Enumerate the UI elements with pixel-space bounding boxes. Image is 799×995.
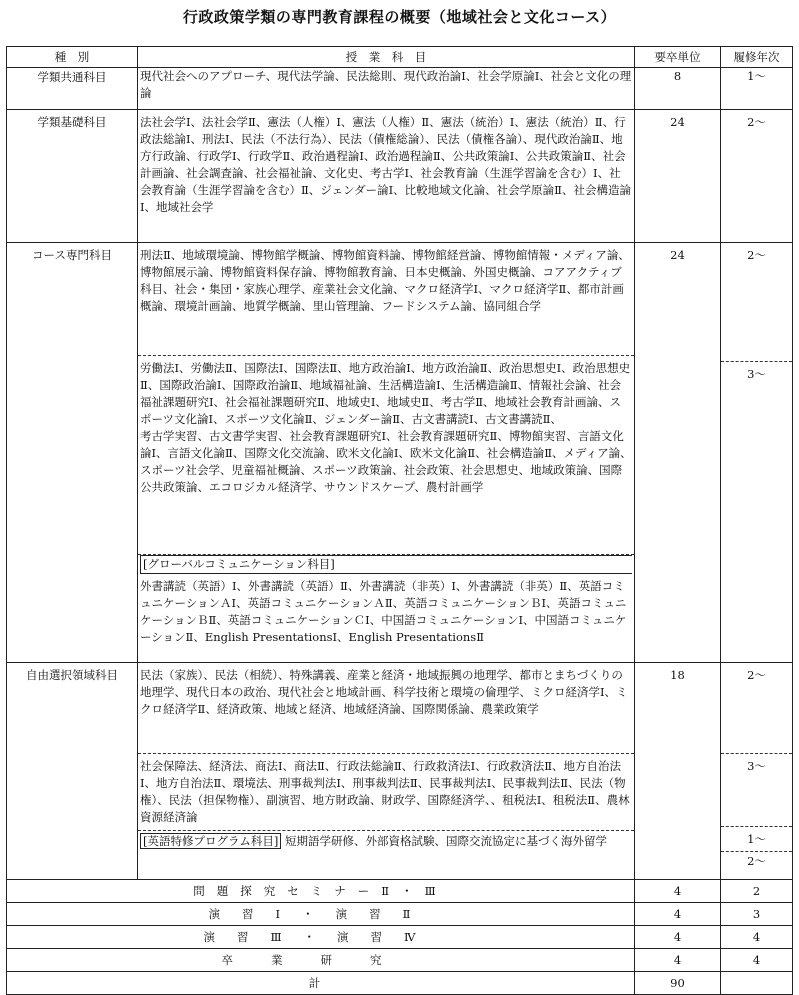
course-block-2a: 労働法Ⅰ、労働法Ⅱ、国際法Ⅰ、国際法Ⅱ、地方政治論Ⅰ、地方政治論Ⅱ、政治思想史Ⅰ、政治思想史Ⅱ、国際政治論Ⅰ、国際政治論Ⅱ、地域福祉論、生活構造論Ⅰ、生活構造論Ⅱ、情報社会論、社会福祉課題研究Ⅰ、社会福祉課題研究Ⅱ、地域史Ⅰ、地域史Ⅱ、考古学Ⅱ、地域社会教育計画論、スポーツ文化論Ⅰ、スポーツ文化論Ⅱ、ジェンダー論Ⅱ、古文書講読Ⅰ、古文書講読Ⅱ、: [140, 361, 631, 426]
subjects-basic: 法社会学Ⅰ、法社会学Ⅱ、憲法（人権）Ⅰ、憲法（人権）Ⅱ、憲法（統治）Ⅰ、憲法（統治）Ⅱ、行政法総論Ⅰ、刑法Ⅰ、民法（不法行為）、民法（債権総論）、民法（債権各論）、現代政治論Ⅱ、地方行政論、行政学Ⅰ、行政学Ⅱ、政治過程論Ⅰ、政治過程論Ⅱ、公共政策論Ⅰ、公共政策論Ⅱ、社会計画論、社会調査論、社会福祉論、文化史、考古学Ⅰ、社会教育論（生涯学習論を含む）Ⅰ、社会教育論（生涯学習論を含む）Ⅱ、ジェンダー論Ⅰ、比較地域文化論、社会学原論Ⅱ、社会構造論Ⅰ、地域社会学: [138, 110, 635, 243]
elective-block-3: [138, 830, 634, 879]
year-course-1: 2〜: [747, 248, 766, 262]
elective-block-1: 民法（家族）、民法（相続）、特殊講義、産業と経済・地域振興の地理学、都市とまちづくりの地理学、現代日本の政治、現代社会と地域計画、科学技術と環境の倫理学、ミクロ経済学Ⅰ、ミクロ経済学Ⅱ、経済政策、地域と経済、地域経済論、国際関係論、農業政策学: [140, 668, 628, 716]
year-common: 1〜: [721, 68, 793, 110]
course-block-2: [138, 355, 634, 554]
header-year: 履修年次: [721, 47, 793, 68]
summary-year: 4: [721, 926, 793, 949]
summary-credits-total: 90: [635, 972, 721, 995]
year-basic: 2〜: [721, 110, 793, 243]
year-elective-3: 1〜: [721, 826, 792, 851]
summary-year-total: [721, 972, 793, 995]
page-title: 行政政策学類の専門教育課程の概要（地域社会と文化コース）: [182, 8, 617, 26]
global-communication-label: [グローバルコミュニケーション科目]: [140, 555, 632, 574]
elective-block-2: 社会保障法、経済法、商法Ⅰ、商法Ⅱ、行政法総論Ⅱ、行政救済法Ⅰ、行政救済法Ⅱ、地方自治法Ⅰ、地方自治法Ⅱ、環境法、刑事裁判法Ⅰ、刑事裁判法Ⅱ、民事裁判法Ⅰ、民事裁判法Ⅱ、民法（物権）、民法（担保物権）、副演習、地方財政論、財政学、国際経済学、、租税法Ⅰ、租税法Ⅱ、農林資源経済論: [138, 753, 634, 830]
summary-label: 問題探究セミナーⅡ・Ⅲ: [7, 880, 635, 903]
row-common: [7, 68, 793, 110]
header-credits: 要卒単位: [635, 47, 721, 68]
subjects-common: 現代社会へのアプローチ、現代法学論、民法総則、現代政治論Ⅰ、社会学原論Ⅰ、社会と文化の理論: [138, 68, 635, 110]
credits-course: 24: [635, 243, 721, 663]
summary-label: 演習Ⅰ・演習Ⅱ: [7, 903, 635, 926]
curriculum-table: [6, 46, 793, 995]
year-course: [721, 243, 793, 663]
summary-row: [7, 903, 793, 926]
subjects-course: [138, 243, 635, 663]
summary-label: 演習Ⅲ・演習Ⅳ: [7, 926, 635, 949]
summary-year: 2: [721, 880, 793, 903]
credits-common: 8: [635, 68, 721, 110]
category-elective: 自由選択領域科目: [7, 663, 138, 880]
elective-block-3-subjects: 短期語学研修、外部資格試験、国際交流協定に基づく海外留学: [285, 834, 608, 848]
summary-year: 3: [721, 903, 793, 926]
summary-row: [7, 949, 793, 972]
year-elective: [721, 663, 793, 880]
row-basic: [7, 110, 793, 243]
year-elective-2: 3〜: [721, 753, 792, 826]
summary-label: 卒業研究: [7, 949, 635, 972]
category-basic: 学類基礎科目: [7, 110, 138, 243]
header-subjects: 授 業 科 目: [138, 47, 635, 68]
course-block-3: [138, 554, 634, 662]
category-common: 学類共通科目: [7, 68, 138, 110]
year-elective-1: 2〜: [747, 668, 766, 682]
summary-credits: 4: [635, 926, 721, 949]
category-course: コース専門科目: [7, 243, 138, 663]
course-block-1: 刑法Ⅱ、地域環境論、博物館学概論、博物館資料論、博物館経営論、博物館情報・メディア論、博物館展示論、博物館資料保存論、博物館教育論、日本史概論、外国史概論、コアアクティブ科目、社会・集団・家族心理学、産業社会文化論、マクロ経済学Ⅰ、マクロ経済学Ⅱ、都市計画概論、環境計画論、地質学概論、里山管理論、フードシステム論、協同組合学: [140, 248, 630, 313]
summary-credits: 4: [635, 903, 721, 926]
summary-credits: 4: [635, 880, 721, 903]
header-row: [7, 47, 793, 68]
course-block-3-subjects: 外書講読（英語）Ⅰ、外書講読（英語）Ⅱ、外書講読（非英）Ⅰ、外書講読（非英）Ⅱ、英語コミュニケーションＡⅠ、英語コミュニケーションＡⅡ、英語コミュニケーションＢⅠ、英語コミュニケーションＢⅡ、英語コミュニケーションＣⅠ、中国語コミュニケーションⅠ、中国語コミュニケーションⅡ、English PresentationsⅠ、English PresentationsⅡ: [140, 579, 627, 644]
header-category: 種 別: [7, 47, 138, 68]
row-course: [7, 243, 793, 663]
credits-basic: 24: [635, 110, 721, 243]
year-course-2: 3〜: [721, 361, 792, 662]
summary-label-total: 計: [7, 972, 635, 995]
summary-credits: 4: [635, 949, 721, 972]
course-block-2b: 考古学実習、古文書学実習、社会教育課題研究Ⅰ、社会教育課題研究Ⅱ、博物館実習、言語文化論Ⅰ、言語文化論Ⅱ、国際文化交流論、欧米文化論Ⅰ、欧米文化論Ⅱ、社会構造論Ⅱ、メディア論、スポーツ社会学、児童福祉概論、スポーツ政策論、社会政策、社会思想史、地域政策論、国際公共政策論、エコロジカル経済学、サウンドスケープ、農村計画学: [140, 429, 632, 494]
summary-row-total: [7, 972, 793, 995]
credits-elective: 18: [635, 663, 721, 880]
summary-year: 4: [721, 949, 793, 972]
summary-row: [7, 926, 793, 949]
year-elective-4: 2〜: [721, 851, 792, 873]
summary-row: [7, 880, 793, 903]
english-program-label: [英語特修プログラム科目]: [140, 833, 281, 849]
subjects-elective: [138, 663, 635, 880]
row-elective: [7, 663, 793, 880]
